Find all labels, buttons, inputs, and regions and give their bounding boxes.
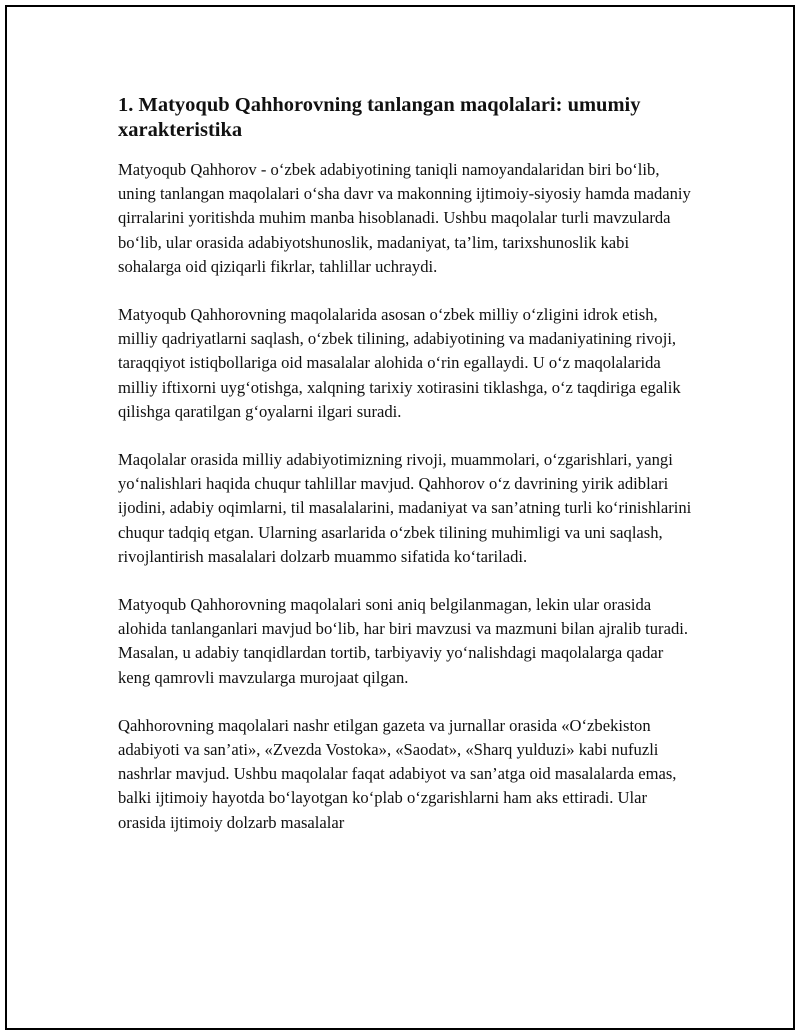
paragraph-2: Matyoqub Qahhorovning maqolalarida asosan o‘zbek milliy o‘zligini idrok etish, milliy qadriyatlarni saqlash, o‘zbek tilining, adabiyotining va madaniyatining rivoji, taraqqiyot istiqbollariga oid masalalar alohida o‘rin egallaydi. U o‘z maqolalarida milliy iftixorni uyg‘otishga, xalqning tarixiy xotirasini tiklashga, o‘z taqdiriga egalik qilishga qaratilgan g‘oyalarni ilgari suradi. xyxy=(118,305,681,421)
document-page xyxy=(5,5,795,1030)
paragraph-5: Qahhorovning maqolalari nashr etilgan gazeta va jurnallar orasida «O‘zbekiston adabiyoti va san’ati», «Zvezda Vostoka», «Saodat», «Sharq yulduzi» kabi nufuzli nashrlar mavjud. Ushbu maqolalar faqat adabiyot va san’atga oid masalalarda emas, balki ijtimoiy hayotda bo‘layotgan ko‘plab o‘zgarishlarni ham aks ettiradi. Ular orasida ijtimoiy dolzarb masalalar xyxy=(118,715,677,832)
paragraph-3: Maqolalar orasida milliy adabiyotimizning rivoji, muammolari, o‘zgarishlari, yangi yo‘nalishlari haqida chuqur tahlillar mavjud. Qahhorov o‘z davrining yirik adiblari ijodini, adabiy oqimlarni, til masalalarini, madaniyat va san’atning turli ko‘rinishlarini chuqur tadqiq etgan. Ularning asarlarida o‘zbek tilining muhimligi va uni saqlash, rivojlantirish masalalari dolzarb muammo sifatida ko‘tariladi. xyxy=(118,450,692,566)
paragraph-4: Matyoqub Qahhorovning maqolalari soni aniq belgilanmagan, lekin ular orasida alohida tanlanganlari mavjud bo‘lib, har biri mavzusi va mazmuni bilan ajralib turadi. Masalan, u adabiy tanqidlardan tortib, tarbiyaviy yo‘nalishdagi maqolalarga qadar keng qamrovli mavzularga murojaat qilgan. xyxy=(118,595,689,687)
paragraph-1: Matyoqub Qahhorov - o‘zbek adabiyotining taniqli namoyandalaridan biri bo‘lib, uning tanlangan maqolalari o‘sha davr va makonning ijtimoiy-siyosiy hamda madaniy qirralarini yoritishda muhim manba hisoblanadi. Ushbu maqolalar turli mavzularda bo‘lib, ular orasida adabiyotshunoslik, madaniyat, ta’lim, tarixshunoslik kabi sohalarga oid qiziqarli fikrlar, tahlillar uchraydi. xyxy=(118,160,691,276)
document-title: 1. Matyoqub Qahhorovning tanlangan maqolalari: umumiy xarakteristika xyxy=(118,94,641,141)
document-body xyxy=(118,93,693,859)
